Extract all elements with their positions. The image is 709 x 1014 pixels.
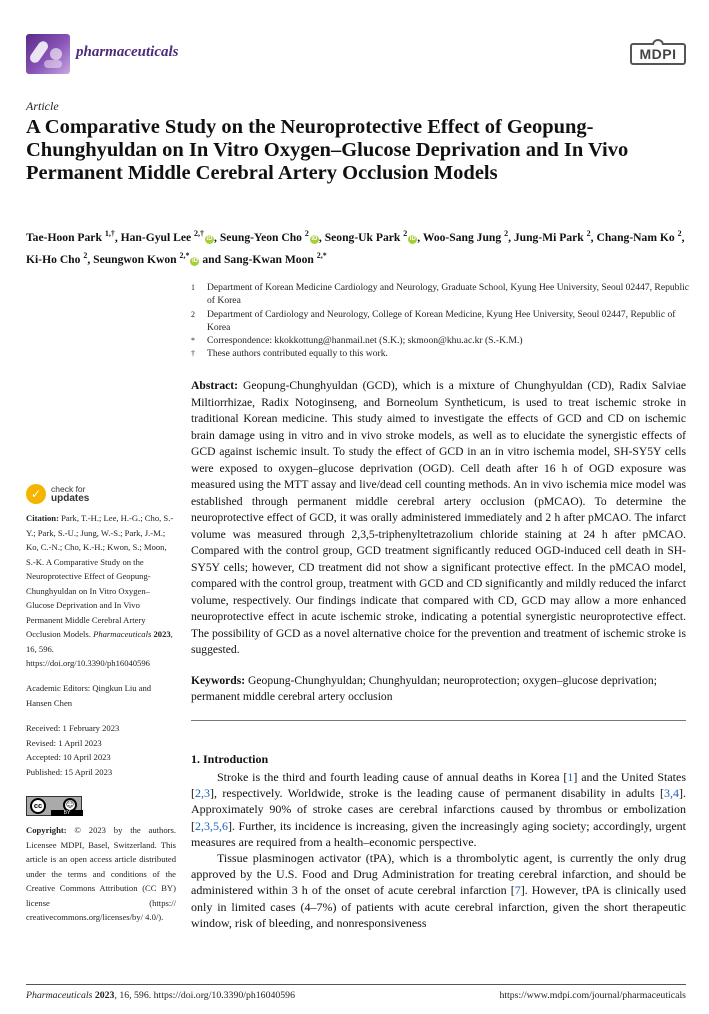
author-list: Tae-Hoon Park $^{1,\dagger}$, Han-Gyul Lee $^{2,\dagger}$iD , Seung-Yeon Cho $^2$iD , Seong-Uk Park $^2$iD , Woo-Sang Jung $^2$, Jung-Mi Park $^2$, Chang-Nam Ko $^2$, Ki-Ho Cho $^2$, Seungwon Kwon $^{2,*}$iD and Sang-Kwan Moon $^{2,*}$: [26, 229, 685, 266]
date-accepted: Accepted: 10 April 2023: [26, 752, 111, 762]
mdpi-logo-icon[interactable]: [630, 43, 686, 65]
author-name[interactable]: [514, 231, 591, 244]
citation-doi-link[interactable]: https://doi.org/10.3390/ph16040596: [26, 658, 150, 668]
check-updates-line2: updates: [51, 493, 90, 504]
author-name[interactable]: [26, 231, 115, 244]
orcid-icon[interactable]: iD: [191, 257, 198, 264]
article-title: A Comparative Study on the Neuroprotective Effect of Geopung-Chunghyuldan on In Vitro Oxygen–Glucose Deprivation and In Vivo Permanent Middle Cerebral Artery Occlusion Models: [26, 116, 629, 184]
affiliation-marker: †: [191, 349, 195, 359]
author-affiliation-marker: 2: [586, 229, 591, 238]
author-name-text: Ki-Ho Cho: [26, 252, 84, 266]
author-name[interactable]: [121, 231, 214, 244]
author-affiliation-marker: 2: [403, 229, 408, 238]
section-heading-introduction: 1. Introduction: [191, 752, 269, 766]
author-affiliation-marker: 2: [504, 229, 509, 238]
check-for-updates-button[interactable]: [26, 482, 136, 506]
orcid-icon[interactable]: iD: [409, 235, 416, 242]
author-affiliation-marker: 2,†: [194, 229, 205, 238]
affiliation-item: [191, 308, 691, 335]
author-name-text: Seung-Yeon Cho: [219, 230, 305, 244]
journal-logo-shape: [44, 60, 62, 68]
abstract-label: Abstract:: [191, 379, 239, 392]
copyright-label: Copyright:: [26, 825, 67, 835]
author-affiliation-marker: 2: [304, 229, 309, 238]
affiliation-text: Department of Cardiology and Neurology, College of Korean Medicine, Kyung Hee University, Seoul 02447, Republic of Korea: [207, 308, 676, 333]
date-revised: Revised: 1 April 2023: [26, 737, 102, 748]
copyright-text: © 2023 by the authors. Licensee MDPI, Basel, Switzerland. This article is an open access article distributed under the terms and conditions of the Creative Commons Attribution (CC BY) license (https:// creativecommons.org/licenses/by/ 4.0/).: [26, 825, 176, 922]
author-name[interactable]: [596, 231, 681, 244]
copyright-notice: [26, 823, 176, 925]
orcid-icon[interactable]: iD: [311, 235, 318, 242]
date-received: Received: 1 February 2023: [26, 723, 120, 733]
body-text: Tissue plasminogen activator (tPA), which is a thrombolytic agent, is currently the only drug approved by the U.S. Food and Drug Administration for treating cerebral infarction, and should be administered within 3 h of the onset of acute cerebral infarction [: [191, 851, 686, 898]
citation-text: Park, T.-H.; Lee, H.-G.; Cho, S.-Y.; Park, S.-U.; Jung, W.-S.; Park, J.-M.; Ko, C.-N.; Cho, K.-H.; Kwon, S.; Moon, S.-K. A Comparative Study on the Neuroprotective Effect of Geopung-Chunghyuldan on In Vitro Oxygen–Glucose Deprivation and In Vivo Permanent Middle Cerebral Artery Occlusion Models.: [26, 513, 174, 639]
citation-year: 2023: [151, 629, 171, 639]
intro-paragraph-1: [191, 769, 686, 850]
author-name-text: Seungwon Kwon: [93, 252, 180, 266]
intro-paragraph-2: [191, 850, 686, 931]
citation-ref-link[interactable]: 1: [567, 770, 574, 784]
orcid-icon[interactable]: iD: [206, 235, 213, 242]
check-updates-line1: check for: [51, 484, 86, 494]
journal-logo-icon[interactable]: [26, 34, 70, 74]
mdpi-logo-text: MDPI: [639, 46, 677, 62]
section-divider: [191, 720, 686, 721]
citation-volume: , 16, 596.: [26, 629, 173, 654]
author-name-text: Chang-Nam Ko: [596, 230, 678, 244]
abstract: [191, 378, 686, 659]
footer-year: 2023: [92, 990, 115, 1001]
body-text: Stroke is the third and fourth leading cause of annual deaths in Korea [: [217, 770, 568, 784]
body-text: ]. However, tPA is clinically used only in limited cases (4–7%) of patients with acute cerebral infarction, given the short therapeutic window, risk of bleeding, and nonresponsiveness: [191, 883, 686, 930]
affiliation-item: [191, 334, 691, 347]
cc-by-license-icon[interactable]: [26, 796, 82, 816]
affiliation-marker: 2: [191, 309, 195, 319]
author-name-text: Woo-Sang Jung: [422, 230, 505, 244]
journal-logo-shape: [50, 48, 62, 60]
footer-journal-link[interactable]: https://www.mdpi.com/journal/pharmaceuticals: [499, 990, 686, 1001]
journal-name[interactable]: pharmaceuticals: [76, 44, 179, 60]
body-text: ]. Further, its incidence is increasing, given the increasingly aging society; accordingly, urgent measures are required from a health–economic perspective.: [191, 818, 686, 849]
author-name[interactable]: [93, 250, 199, 266]
citation-block: [26, 511, 176, 671]
citation-ref-link[interactable]: 2,3: [195, 786, 210, 801]
cc-by-label: BY: [51, 810, 83, 816]
author-affiliation-marker: 2: [677, 229, 682, 238]
affiliation-text: Correspondence: kkokkottung@hanmail.net (S.K.); skmoon@khu.ac.kr (S.-K.M.): [207, 335, 523, 347]
abstract-text: Geopung-Chunghyuldan (GCD), which is a mixture of Chunghyuldan (CD), Radix Salviae Miltiorrhizae, Radix Notoginseng, and Borneolum Syntheticum, is used to treat ischemic stroke in traditional Korean medicine. This study aimed to investigate the effects of GCD and CD on ischemic brain damage using in vitro and in vivo stroke models, as well as to elucidate the synergistic effects of GCD against ischemic insult. To study the effect of GCD in an in vitro ischemia model, SH-SY5Y cells were exposed to oxygen–glucose deprivation (OGD). Cell death after 16 h of OGD exposure was measured using the MTT assay and live/dead cell counting methods. An in vivo ischemia mice model was established through permanent middle cerebral artery occlusion (pMCAO). To determine the neuroprotective effect of GCD, it was orally administered immediately and 2 h after pMCAO. The infarct volume was measured through 2,3,5-triphenyltetrazolium chloride staining at 24 h after pMCAO. Compared with the control group, GCD treatment significantly reduced OGD-induced cell death in SH-SY5Y cells; however, CD treatment did not show a significant protective effect. In the pMCAO model, compared with the control group, treatment with GCD and CD significantly and mildly reduced the infarct volume, respectively. Our findings indicate that compared with CD, GCD may allow a more enhanced neuroprotective effect in acute ischemic stroke, indicating a potential synergistic neuroprotective effect. The possibility of GCD as a novel alternative choice for the prevention and treatment of ischemic stroke is suggested.: [191, 379, 687, 656]
author-affiliation-marker: 1,†: [104, 229, 115, 238]
author-affiliation-marker: 2,*: [179, 250, 190, 260]
footer-doi-link[interactable]: , 16, 596. https://doi.org/10.3390/ph16040596: [114, 990, 295, 1001]
citation-ref-link[interactable]: 7: [514, 883, 521, 898]
cc-icon: cc: [30, 798, 46, 814]
citation-ref-link[interactable]: 2,3,5,6: [195, 818, 228, 833]
author-name[interactable]: [325, 231, 418, 244]
author-affiliation-marker: 2,*: [316, 250, 327, 260]
check-updates-icon: ✓: [26, 484, 46, 504]
affiliation-marker: *: [191, 336, 195, 346]
keywords-text: Geopung-Chunghyuldan; Chunghyuldan; neuroprotection; oxygen–glucose deprivation; permanent middle cerebral artery occlusion: [191, 674, 657, 703]
affiliation-marker: 1: [191, 283, 195, 292]
footer-citation: [26, 990, 295, 1001]
body-text: ], respectively. Worldwide, stroke is the leading cause of permanent disability in adults [: [210, 786, 664, 801]
author-name[interactable]: [223, 250, 327, 266]
author-name[interactable]: [423, 231, 508, 244]
author-affiliation-marker: 2: [83, 250, 88, 260]
academic-editors: Academic Editors: Qingkun Liu and Hansen Chen: [26, 683, 152, 708]
attribution-person-icon: ☺: [63, 798, 77, 812]
date-published: Published: 15 April 2023: [26, 766, 113, 777]
author-name-text: Seong-Uk Park: [324, 230, 404, 244]
affiliation-text: These authors contributed equally to this work.: [207, 348, 388, 360]
body-text: ]. Approximately 90% of stroke cases are cerebral infarctions caused by thrombus or embolization [: [191, 786, 686, 833]
citation-ref-link[interactable]: 3,4: [664, 786, 679, 801]
introduction-body: [191, 769, 686, 931]
author-name-text: Jung-Mi Park: [513, 230, 587, 244]
footer-journal: Pharmaceuticals: [26, 990, 93, 1001]
footer-divider: [26, 984, 686, 985]
affiliations: [191, 281, 691, 361]
author-name-text: Sang-Kwan Moon: [223, 252, 317, 266]
keywords: [191, 673, 686, 705]
mdpi-logo-notch: [652, 39, 664, 45]
affiliation-item: [191, 347, 691, 360]
affiliation-text: Department of Korean Medicine Cardiology and Neurology, Graduate School, Kyung Hee University, Seoul 02447, Republic of Korea: [207, 282, 690, 307]
author-name-text: Tae-Hoon Park: [26, 230, 105, 244]
publication-dates: [26, 721, 176, 779]
citation-label: Citation:: [26, 513, 59, 523]
author-name[interactable]: [220, 231, 319, 244]
author-name[interactable]: [26, 250, 88, 266]
keywords-label: Keywords:: [191, 674, 246, 687]
affiliation-item: [191, 281, 691, 308]
body-text: ] and the United States [: [191, 770, 687, 801]
citation-journal: Pharmaceuticals: [93, 629, 152, 639]
article-type: Article: [26, 99, 59, 113]
author-name-text: Han-Gyul Lee: [120, 230, 195, 244]
